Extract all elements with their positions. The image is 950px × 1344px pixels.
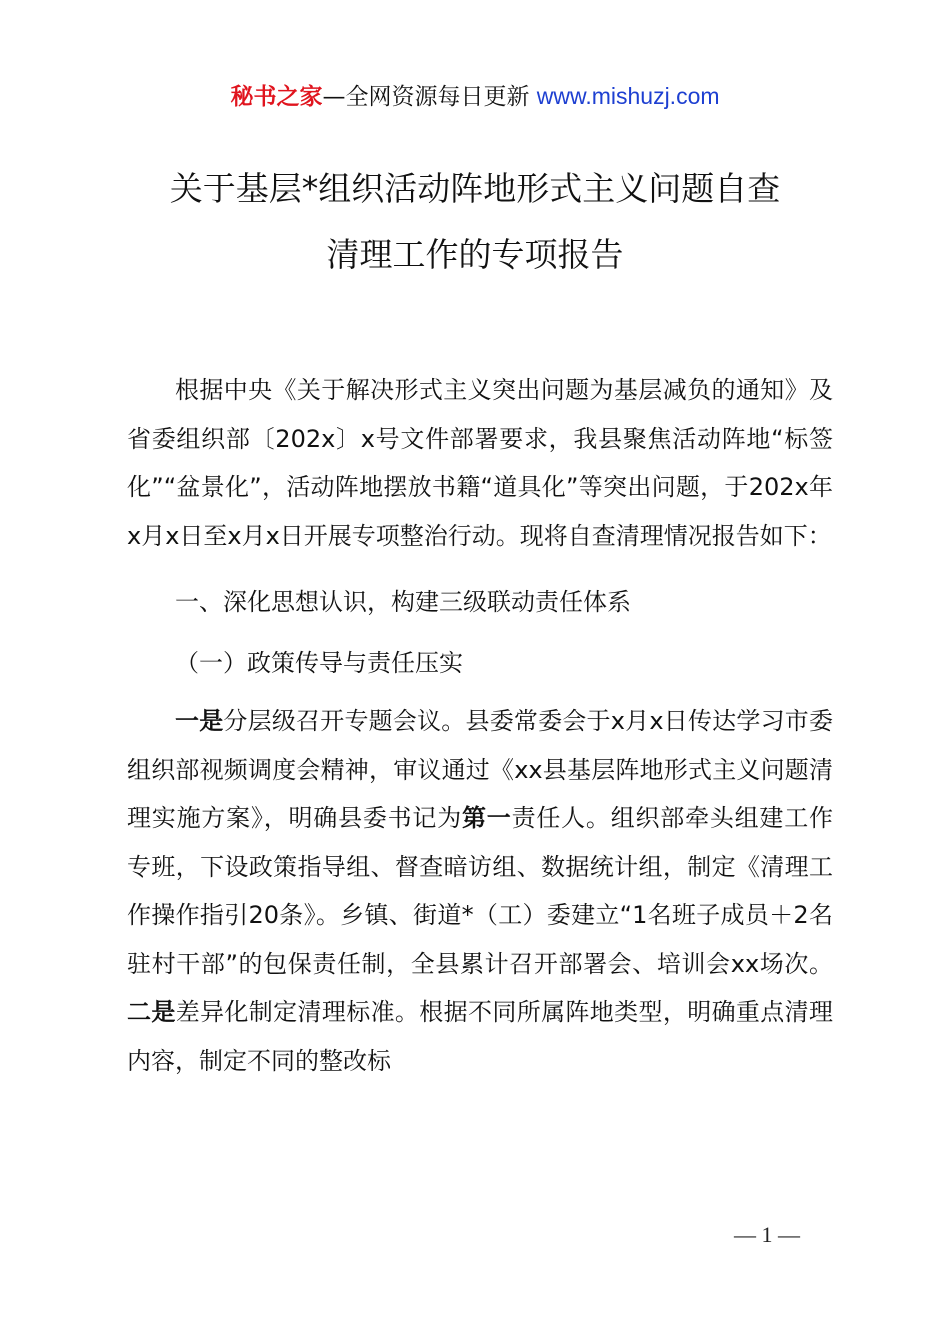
title-line-2: 清理工作的专项报告 (326, 235, 624, 274)
site-url-link[interactable]: www.mishuzj.com (536, 83, 720, 109)
intro-paragraph: 根据中央《关于解决形式主义突出问题为基层减负的通知》及省委组织部〔202x〕x号文件部署要求，我县聚焦活动阵地“标签化”“盆景化”，活动阵地摆放书籍“道具化”等突出问题，于202x年x月x日至x月x日开展专项整治行动。现将自查清理情况报告如下： (127, 376, 833, 550)
emphasis-text: 第一 (462, 804, 512, 832)
title-line-1: 关于基层*组织活动阵地形式主义问题自查 (169, 169, 781, 208)
body-paragraph (127, 697, 833, 1085)
site-header (0, 80, 950, 113)
document-body (127, 366, 833, 1085)
page-number: — 1 — (734, 1222, 800, 1247)
paragraph-text: 分层级召开专题会议。县委常委会于x月x日传达学习市委组织部视频调度会精神，审议通过《xx县基层阵地形式主义问题清理实施方案》，明确县委书记为 (127, 707, 834, 832)
subsection-heading: （一）政策传导与责任压实 (175, 648, 463, 677)
paragraph-text: 责任人。组织部牵头组建工作专班，下设政策指导组、督查暗访组、数据统计组，制定《清理工作操作指引20条》。乡镇、街道*（工）委建立“1名班子成员＋2名驻村干部”的包保责任制，全县累计召开部署会、培训会xx场次。 (127, 804, 834, 978)
document-title (0, 156, 950, 288)
paragraph-text: 差异化制定清理标准。根据不同所属阵地类型，明确重点清理内容，制定不同的整改标 (127, 998, 834, 1075)
lead-bold-text: 一是 (175, 707, 224, 735)
site-name: 秘书之家 (230, 84, 323, 110)
lead-bold-text: 二是 (127, 998, 176, 1026)
section-heading: 一、深化思想认识，构建三级联动责任体系 (175, 588, 631, 616)
site-tagline: —全网资源每日更新 (322, 84, 537, 110)
